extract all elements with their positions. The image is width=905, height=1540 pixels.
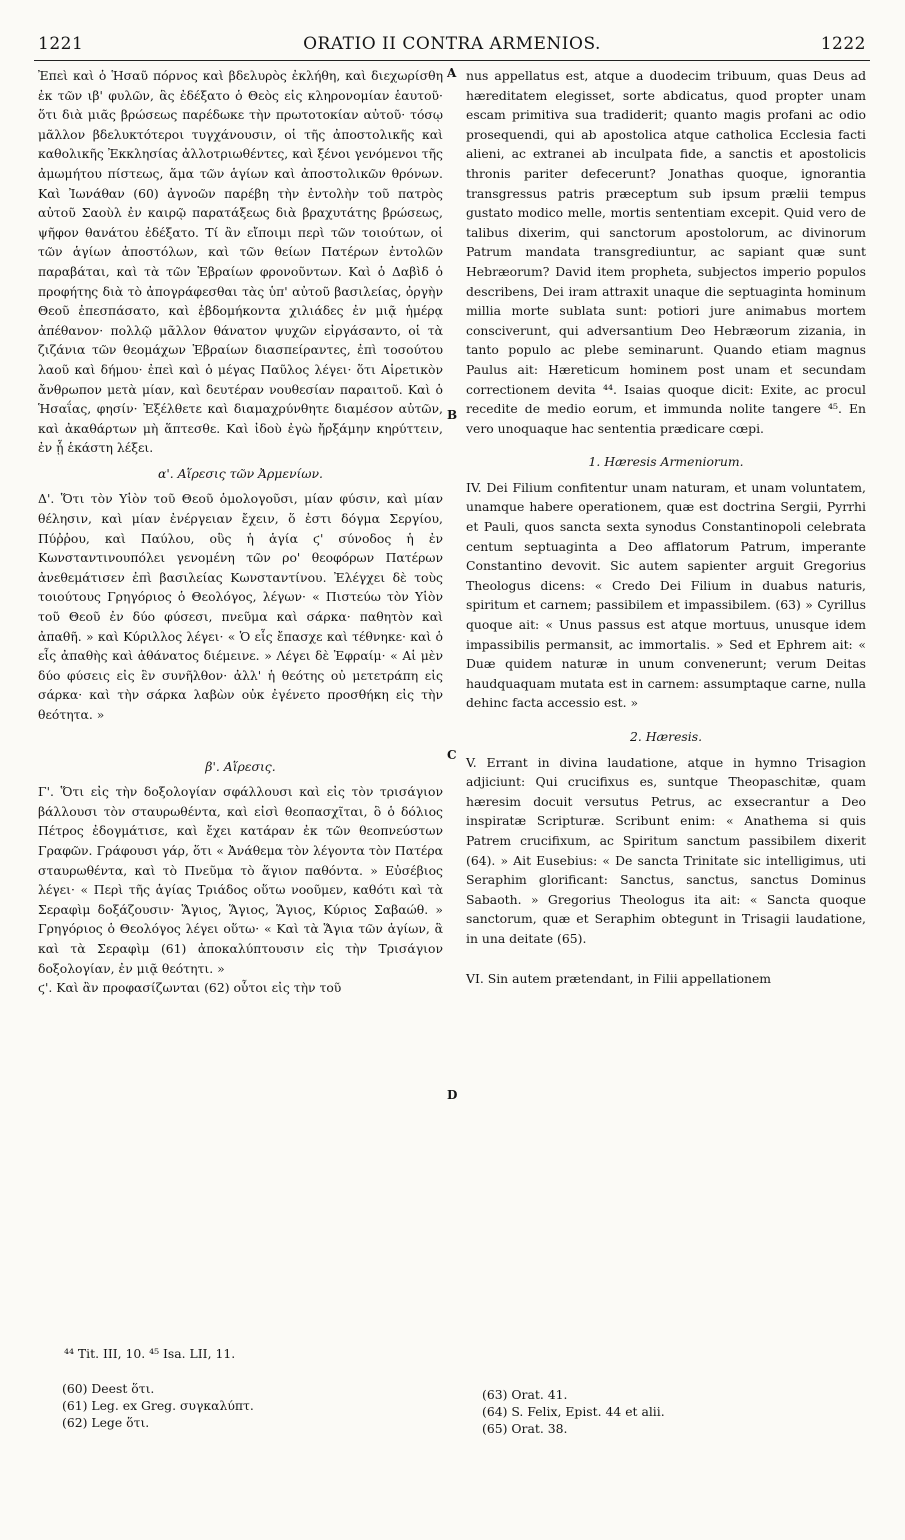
- greek-paragraph-1: Δ'. Ὅτι τὸν Υἱὸν τοῦ Θεοῦ ὁμολογοῦσι, μίαν φύσιν, καὶ μίαν θέλησιν, καὶ μίαν ἐνέργειαν ἔχειν, ὅ ἐστι δόγμα Σεργίου, Πύῤῥου, καὶ Παύλου, οὓς ἡ ἁγία ϛ' σύνοδος ἡ ἐν Κωνσταντινουπόλει γενομένη τῶν ρο' θεοφόρων Πατέρων ἀνεθεμάτισεν ἐπὶ βασιλείας Κωνσταντίνου. Ἐλέγχει δὲ τοὺς τοιούτους Γρηγόριος ὁ Θεολόγος, λέγων· « Πιστεύω τὸν Υἱὸν τοῦ Θεοῦ ἐν δύο φύσεσι, πνεῦμα καὶ σάρκα· παθητὸν καὶ ἀπαθῆ. » καὶ Κύριλλος λέγει· « Ὁ εἷς ἔπασχε καὶ τέθνηκε· καὶ ὁ εἷς ἀπαθὴς καὶ ἀθάνατος διέμεινε. » Λέγει δὲ Ἐφραίμ· « Αἱ μὲν δύο φύσεις εἰς ἓν συνῆλθον· ἀλλ' ἡ θεότης οὐ μετετράπη εἰς σάρκα· καὶ τὴν σάρκα λαβὼν οὐκ ἐγένετο προσθήκη εἰς τὴν θεότητα. »: [38, 491, 443, 722]
- greek-heading-2: β'. Αἵρεσις.: [205, 758, 276, 774]
- margin-letter-d: D: [447, 1088, 458, 1102]
- latin-paragraph-2: V. Errant in divina laudatione, atque in hymno Trisagion adjiciunt: Qui crucifixus es, suntque Theopaschitæ, quam hæresim docuit versutus Petrus, ac exsecrantur a Deo inspiratæ Scripturæ. Scribunt enim: « Anathema si quis Patrem crucifixum, ac Spiritum sanctum passibilem dixerit (64). » Ait Eusebius: « De sancta Trinitate sic intelligimus, uti Seraphim glorificant: Sanctus, sanctus, sanctus Dominus Sabaoth. » Gregorius Theologus ita ait: « Sancta quoque sanctorum, quæ et Seraphim obtegunt in Trisagii laudatione, in una deitate (65).: [466, 754, 866, 946]
- greek-heading-1: α'. Αἵρεσις τῶν Ἀρμενίων.: [158, 465, 323, 481]
- latin-paragraph-3: VI. Sin autem prætendant, in Filii appellationem: [466, 970, 772, 986]
- footnote-60: (60) Deest ὅτι.: [62, 1381, 155, 1396]
- latin-intro-paragraph: nus appellatus est, atque a duodecim tribuum, quas Deus ad hæreditatem elegisset, sorte abdicatus, quod propter unam escam primitiva sua tradiderit; quanto magis profani ac odio prosequendi, qui ab apostolica atque catholica Ecclesia facti alieni, ac extranei ab inculpata fide, a sanctis et apostolicis thronis pariter defecerunt? Jonathas quoque, ignorantia transgressus patris præceptum sub ipsum prælii tempus gustato modico melle, mortis sententiam excepit. Quid vero de talibus dixerim, qui sanctorum apostolorum, ac divinorum Patrum mandata transgrediuntur, ac sapiant quæ sunt Hebræorum? David item propheta, subjectos imperio populos describens, Dei iram attraxit unaque die septuaginta hominum millia morte sublata sunt: potiori jure animabus mortem consciverunt, qui adversantium Deo Hebræorum zizania, in tanto populo ac plebe seminarunt. Quando etiam magnus Paulus ait: Hæreticum hominem post unam et secundam correctionem devita ⁴⁴. Isaias quoque dicit: Exite, ac procul recedite de medio eorum, et immunda nolite tangere ⁴⁵. En vero unoquaque hac sententia prædicare cœpi.: [466, 68, 866, 436]
- running-title: ORATIO II CONTRA ARMENIOS.: [303, 34, 601, 54]
- greek-paragraph-2: Γ'. Ὅτι εἰς τὴν δοξολογίαν σφάλλουσι καὶ εἰς τὸν τρισάγιον βάλλουσι τὸν σταυρωθέντα, καὶ εἰσὶ θεοπασχῖται, ὃ ὁ δόλιος Πέτρος ἐδογμάτισε, καὶ ἔχει κατάραν ἐκ τῶν θεοπνεύστων Γραφῶν. Γράφουσι γάρ, ὅτι « Ἀνάθεμα τὸν λέγοντα τὸν Πατέρα σταυρωθέντα, καὶ τὸ Πνεῦμα τὸ ἅγιον παθόντα. » Εὐσέβιος λέγει· « Περὶ τῆς ἁγίας Τριάδος οὕτω νοοῦμεν, καθότι καὶ τὰ Σεραφὶμ δοξάζουσιν· Ἅγιος, Ἅγιος, Ἅγιος, Κύριος Σαβαώθ. » Γρηγόριος ὁ Θεολόγος λέγει οὕτω· « Καὶ τὰ Ἅγια τῶν ἁγίων, ἃ καὶ τὰ Σεραφὶμ (61) ἀποκαλύπτουσιν εἰς τὴν Τρισάγιον δοξολογίαν, ἐν μιᾷ θεότητι. »: [38, 784, 443, 976]
- footnotes-left: [62, 1380, 254, 1431]
- footnote-64: (64) S. Felix, Epist. 44 et alii.: [482, 1404, 665, 1419]
- left-page-number: 1221: [38, 34, 84, 54]
- spacer: [466, 949, 866, 969]
- latin-heading-2: 2. Hæresis.: [629, 729, 703, 744]
- running-header: [34, 34, 870, 61]
- greek-intro-paragraph: Ἐπεὶ καὶ ὁ Ἡσαῦ πόρνος καὶ βδελυρὸς ἐκλήθη, καὶ διεχωρίσθη ἐκ τῶν ιβ' φυλῶν, ἃς ἐδέξατο ὁ Θεὸς εἰς κληρονομίαν ἑαυτοῦ· ὅτι διὰ μιᾶς βρώσεως παρέδωκε τὴν πρωτοτοκίαν αὐτοῦ· τόσῳ μᾶλλον βδελυκτότεροι τυγχάνουσιν, οἱ τῆς ἀποστολικῆς καὶ καθολικῆς Ἐκκλησίας ἀλλοτριωθέντες, καὶ ξένοι γενόμενοι τῆς ἀμωμήτου πίστεως, ἅμα τῶν ἁγίων καὶ ἀποστολικῶν θρόνων. Καὶ Ἰωνάθαν (60) ἀγνοῶν παρέβη τὴν ἐντολὴν τοῦ πατρὸς αὐτοῦ Σαοὺλ ἐν καιρῷ παρατάξεως διὰ βραχυτάτης βρώσεως, ψῆφον θανάτου ἐδέξατο. Τί ἂν εἴποιμι περὶ τῶν τοιούτων, οἱ τῶν ἁγίων ἀποστόλων, καὶ τῶν θείων Πατέρων ἐντολῶν παραβάται, καὶ τὰ τῶν Ἑβραίων φρονοῦντων. Καὶ ὁ Δαβὶδ ὁ προφήτης διὰ τὸ ἀπογράφεσθαι τὰς ὑπ' αὐτοῦ βασιλείας, ὀργὴν Θεοῦ ἐπεσπάσατο, καὶ ἑβδομήκοντα χιλιάδες ἐν μιᾷ ἡμέρᾳ ἀπέθανον· πολλῷ μᾶλλον θάνατον ψυχῶν εἰργάσαντο, οἱ τὰ ζιζάνια τῶν θεομάχων Ἑβραίων διασπείραντες, ἐπὶ τοσούτου λαοῦ καὶ δήμου· ἐπεὶ καὶ ὁ μέγας Παῦλος λέγει· ὅτι Αἱρετικὸν ἄνθρωπον μετὰ μίαν, καὶ δευτέραν νουθεσίαν παραιτοῦ. Καὶ ὁ Ἡσαΐας, φησίν· Ἐξέλθετε καὶ διαμαχρύνθητε διαμέσον αὐτῶν, καὶ ἀκαθάρτων μὴ ἅπτεσθε. Καὶ ἰδοὺ ἐγὼ ἤρξάμην κηρύττειν, ἐν ᾗ ἑκάστη λέξει.: [38, 68, 443, 456]
- latin-heading-1: 1. Hæresis Armeniorum.: [588, 454, 744, 470]
- footnote-61: (61) Leg. ex Greg. συγκαλύπτ.: [62, 1398, 254, 1413]
- right-page-number: 1222: [820, 34, 866, 54]
- footnote-63: (63) Orat. 41.: [482, 1387, 568, 1402]
- footnote-62: (62) Lege ὅτι.: [62, 1415, 150, 1430]
- greek-paragraph-3: ϛ'. Καὶ ἂν προφασίζωνται (62) οὗτοι εἰς τὴν τοῦ: [38, 980, 342, 996]
- margin-letter-b: B: [447, 408, 458, 422]
- latin-column: [466, 66, 866, 988]
- footnotes-right: [482, 1386, 665, 1437]
- margin-letter-a: A: [447, 66, 457, 80]
- footnote-65: (65) Orat. 38.: [482, 1421, 568, 1436]
- spacer: [38, 725, 443, 751]
- margin-letter-c: C: [447, 748, 457, 762]
- scripture-references: ⁴⁴ Tit. III, 10. ⁴⁵ Isa. LII, 11.: [64, 1346, 236, 1361]
- latin-paragraph-1: IV. Dei Filium confitentur unam naturam, et unam voluntatem, unamque habere operationem, quæ est doctrina Sergii, Pyrrhi et Pauli, quos sancta sexta synodus Constantinopoli celebrata centum septuaginta a Deo afflatorum Patrum, imperante Constantino devovit. Sic autem sapienter arguit Gregorius Theologus dicens: « Credo Dei Filium in duabus naturis, spiritum et carnem; passibilem et impassibilem. (63) » Cyrillus quoque ait: « Unus passus est atque mortuus, unusque idem impassibilis permansit, ac immortalis. » Sed et Ephrem ait: « Duæ quidem naturæ in unum convenerunt; verum Deitas haudquaquam mutata est in carnem: assumptaque carne, nulla dehinc facta accessio est. »: [466, 479, 866, 711]
- greek-column: [38, 66, 443, 998]
